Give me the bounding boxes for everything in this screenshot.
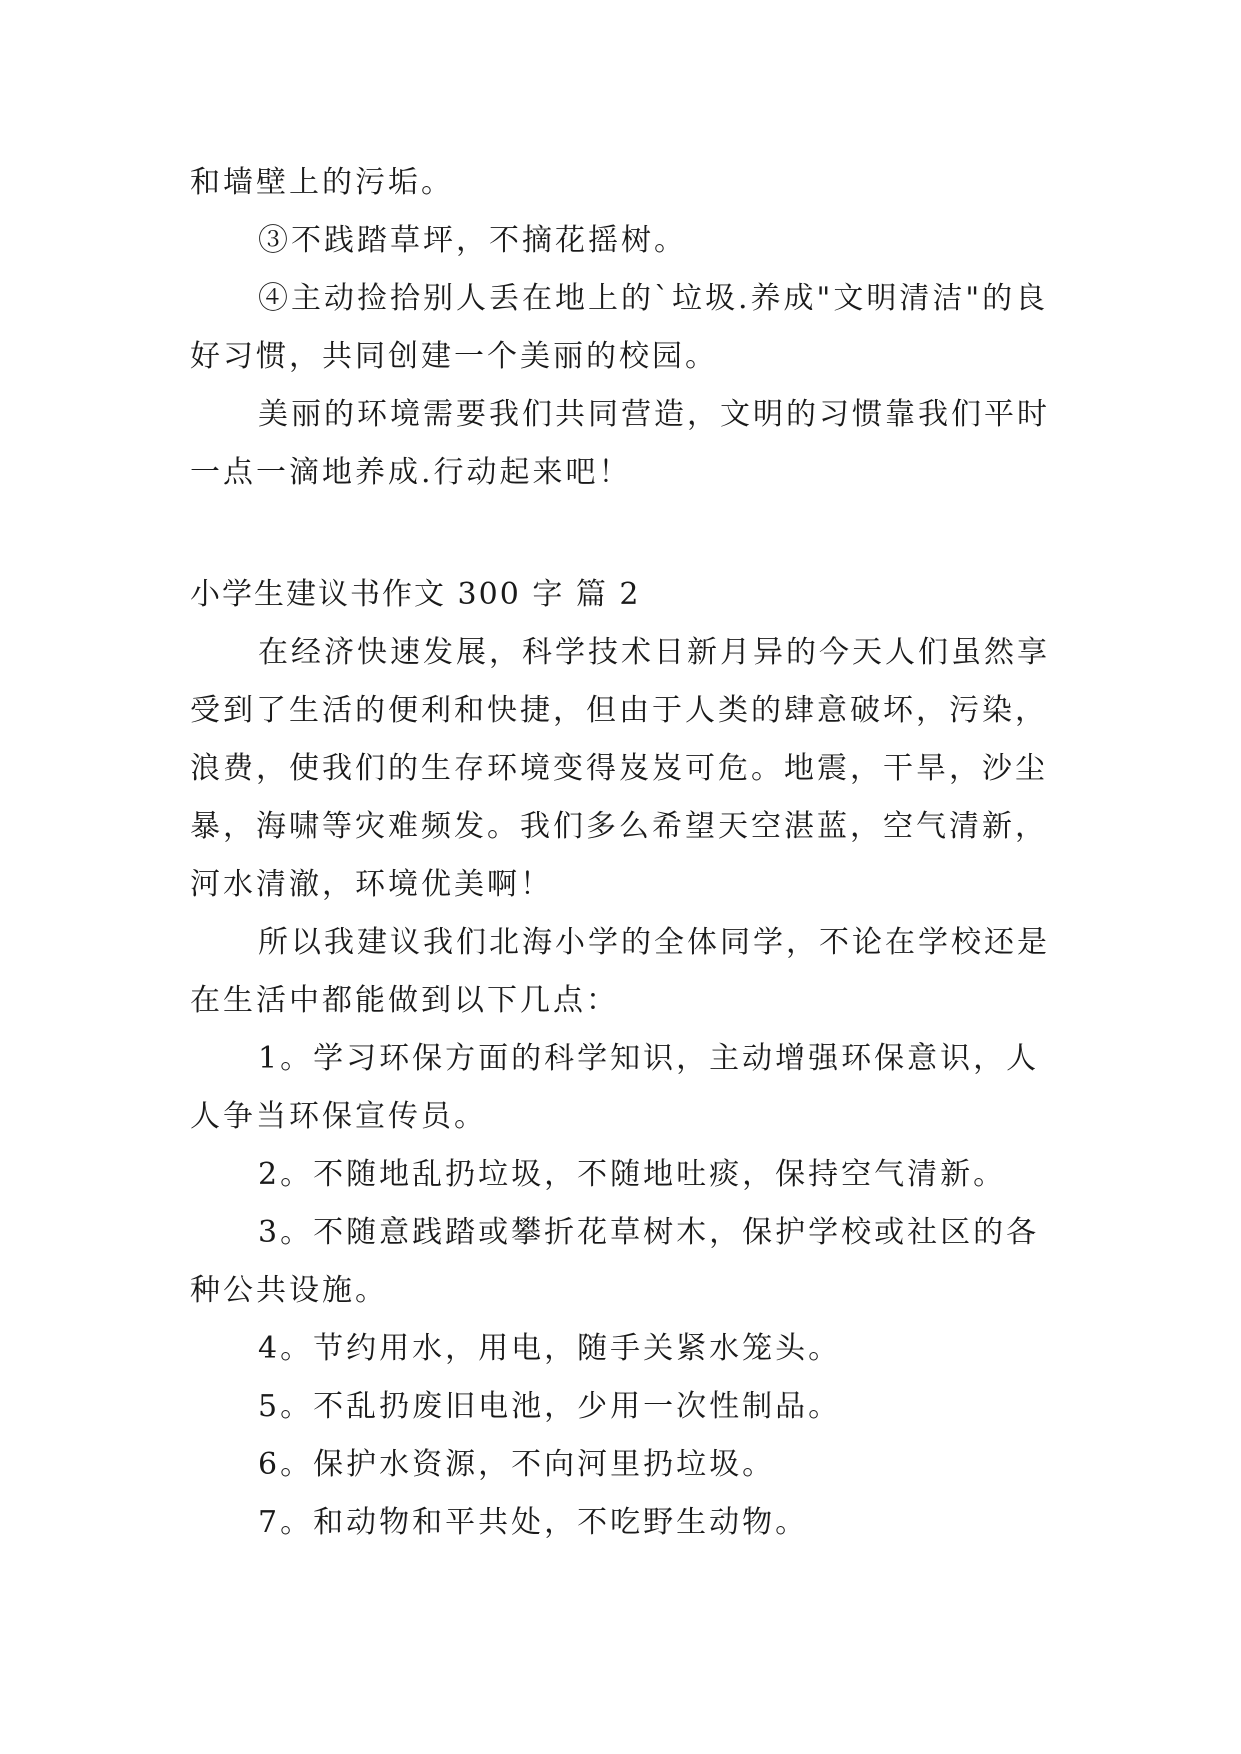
- text-line: 在生活中都能做到以下几点：: [190, 983, 619, 1018]
- list-item: 5。不乱扔废旧电池，少用一次性制品。: [258, 1389, 842, 1424]
- list-item: 6。保护水资源，不向河里扔垃圾。: [258, 1447, 776, 1482]
- text-line: 好习惯，共同创建一个美丽的校园。: [190, 339, 718, 374]
- text-line: 受到了生活的便利和快捷，但由于人类的肆意破坏，污染，: [190, 693, 1048, 728]
- list-item: 1。学习环保方面的科学知识，主动增强环保意识，人: [258, 1041, 1040, 1076]
- text-line: 人争当环保宣传员。: [190, 1099, 487, 1134]
- section-1: [190, 154, 1070, 502]
- text-line: 所以我建议我们北海小学的全体同学，不论在学校还是: [258, 925, 1050, 960]
- section-2: [190, 566, 1070, 1552]
- list-item: 2。不随地乱扔垃圾，不随地吐痰，保持空气清新。: [258, 1157, 1007, 1192]
- text-line: 暴，海啸等灾难频发。我们多么希望天空湛蓝，空气清新，: [190, 809, 1048, 844]
- section-heading: 小学生建议书作文 300 字 篇 2: [190, 577, 641, 612]
- list-item: 7。和动物和平共处，不吃野生动物。: [258, 1505, 809, 1540]
- text-line: 浪费，使我们的生存环境变得岌岌可危。地震，干旱，沙尘: [190, 751, 1048, 786]
- text-line: 美丽的环境需要我们共同营造，文明的习惯靠我们平时: [258, 397, 1050, 432]
- text-line: ③不践踏草坪，不摘花摇树。: [258, 223, 687, 258]
- text-line: 和墙壁上的污垢。: [190, 165, 454, 200]
- text-line: 种公共设施。: [190, 1273, 388, 1308]
- list-item: 3。不随意践踏或攀折花草树木，保护学校或社区的各: [258, 1215, 1040, 1250]
- text-line: 在经济快速发展，科学技术日新月异的今天人们虽然享: [258, 635, 1050, 670]
- list-item: 4。节约用水，用电，随手关紧水笼头。: [258, 1331, 842, 1366]
- text-line: 河水清澈，环境优美啊！: [190, 867, 553, 902]
- text-line: ④主动捡拾别人丢在地上的`垃圾.养成"文明清洁"的良: [258, 281, 1049, 316]
- text-line: 一点一滴地养成.行动起来吧！: [190, 455, 632, 490]
